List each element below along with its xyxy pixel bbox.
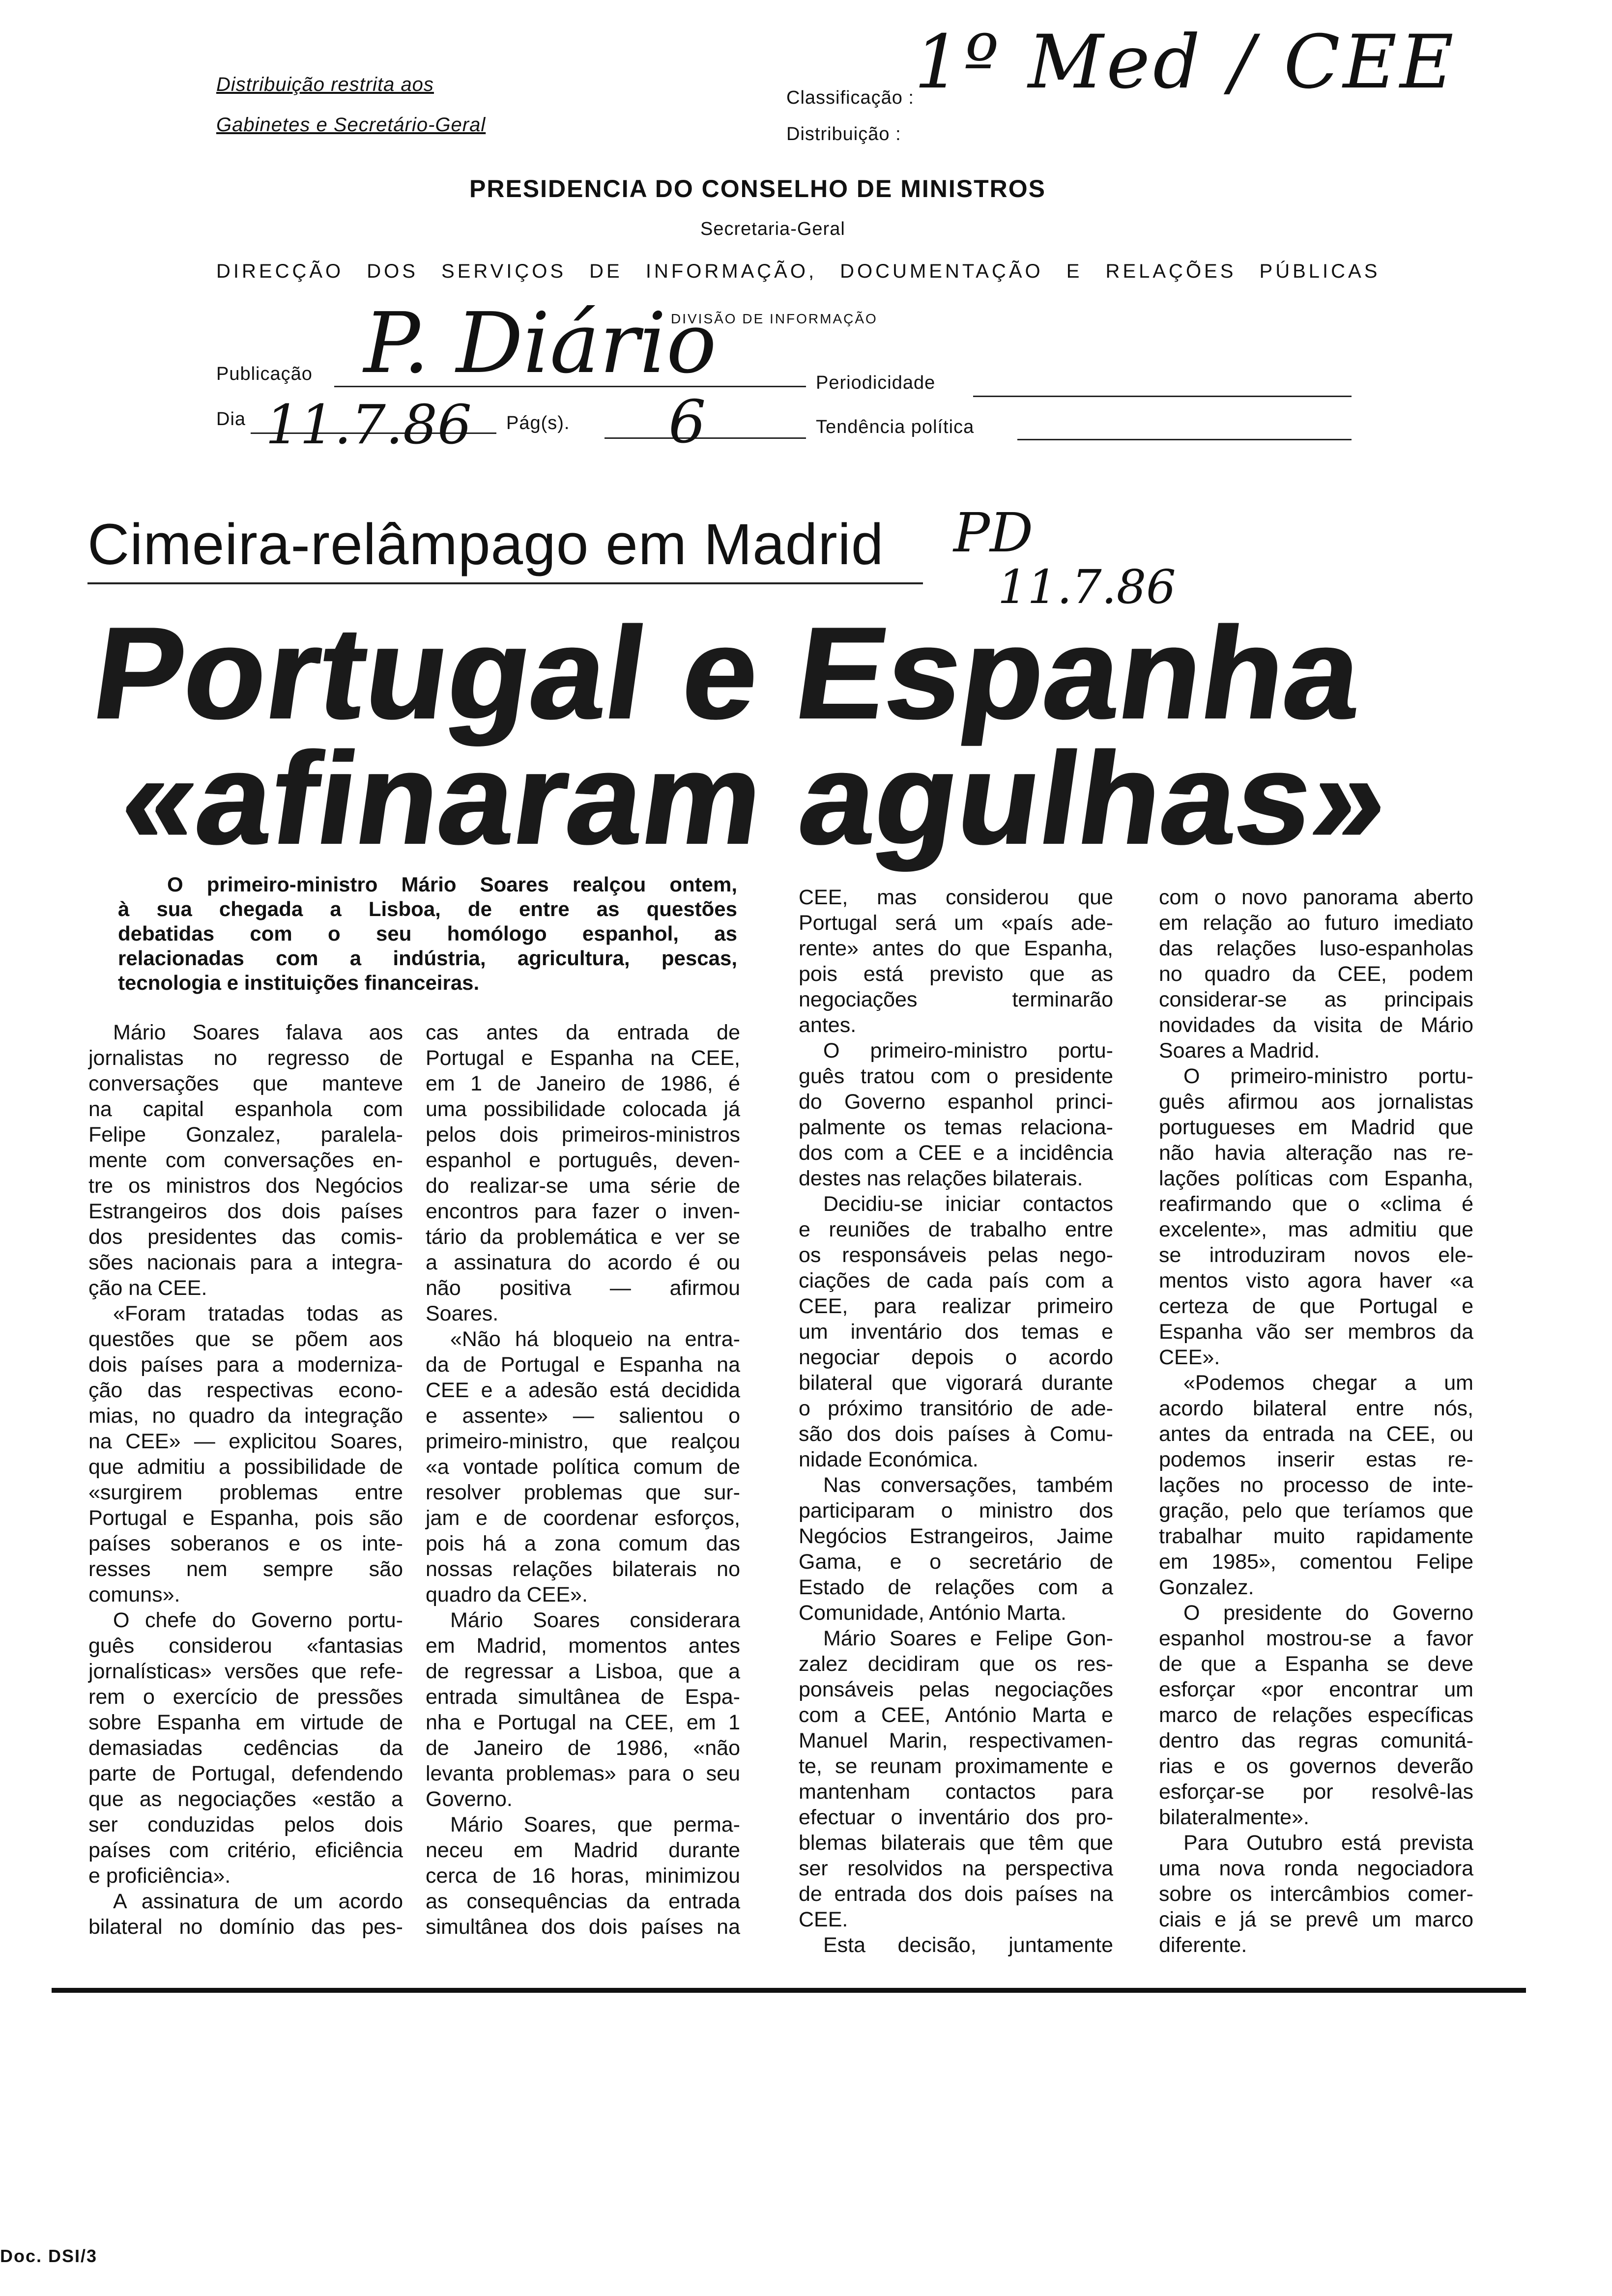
article-text-line: Felipe Gonzalez, paralela- bbox=[88, 1123, 403, 1147]
article-text-line: das relações luso-espanholas bbox=[1159, 937, 1473, 960]
article-text-line: CEE e a adesão está decidida bbox=[426, 1378, 740, 1402]
article-text-line: pelos dois primeiros-ministros bbox=[426, 1123, 740, 1147]
article-text-line: são dos dois países à Comu- bbox=[799, 1422, 1113, 1446]
article-text-line: não havia alteração nas re- bbox=[1159, 1141, 1473, 1165]
article-text-line: bilateralmente». bbox=[1159, 1806, 1309, 1829]
article-text-line: rias e os governos deverão bbox=[1159, 1754, 1473, 1778]
pages-handwritten: 6 bbox=[668, 388, 706, 457]
article-text-line: Manuel Marin, respectivamen- bbox=[799, 1729, 1113, 1752]
article-text-line: simultânea dos dois países na bbox=[426, 1915, 740, 1939]
publication-label: Publicação bbox=[216, 364, 313, 384]
article-text-line: CEE, mas considerou que bbox=[799, 886, 1113, 909]
article-text-line: Soares a Madrid. bbox=[1159, 1039, 1320, 1062]
classification-label: Classificação : bbox=[786, 87, 914, 108]
article-text-line: Portugal será um «país ade- bbox=[799, 911, 1113, 935]
article-text-line: de que a Espanha se deve bbox=[1159, 1652, 1473, 1676]
article-column-3 bbox=[799, 885, 1113, 1958]
article-text-line: CEE». bbox=[1159, 1346, 1220, 1369]
lead-line: O primeiro-ministro Mário Soares realçou ontem, bbox=[167, 873, 737, 896]
article-text-line: ponsáveis pelas negociações bbox=[799, 1678, 1113, 1701]
article-text-line: Governo. bbox=[426, 1787, 513, 1811]
article-text-line: na CEE» — explicitou Soares, bbox=[88, 1430, 403, 1453]
article-text-line: os responsáveis pelas nego- bbox=[799, 1243, 1113, 1267]
day-label: Dia bbox=[216, 409, 246, 430]
article-text-line: reafirmando que o «clima é bbox=[1159, 1192, 1473, 1216]
article-text-line: lações no processo de inte- bbox=[1159, 1473, 1473, 1497]
article-text-line: Gonzalez. bbox=[1159, 1576, 1254, 1599]
article-text-line: Estrangeiros dos dois países bbox=[88, 1200, 403, 1223]
article-text-line: pois está previsto que as bbox=[799, 962, 1113, 986]
article-text-line: destes nas relações bilaterais. bbox=[799, 1167, 1083, 1190]
article-text-line: mentos visto agora haver «a bbox=[1159, 1269, 1473, 1292]
article-text-line: a assinatura do acordo é ou bbox=[426, 1251, 740, 1274]
secretariat-name: Secretaria-Geral bbox=[700, 219, 845, 239]
article-kicker: Cimeira-relâmpago em Madrid bbox=[87, 512, 884, 577]
article-text-line: gração, pelo que teríamos que bbox=[1159, 1499, 1473, 1522]
lead-line: debatidas com o seu homólogo espanhol, as bbox=[118, 922, 737, 945]
article-text-line: bilateral no domínio das pes- bbox=[88, 1915, 403, 1939]
article-text-line: jornalistas no regresso de bbox=[88, 1046, 403, 1070]
handnote-source: PD bbox=[953, 501, 1034, 564]
article-text-line: «Foram tratadas todas as bbox=[113, 1302, 403, 1325]
restricted-distribution-line1: Distribuição restrita aos bbox=[216, 74, 434, 95]
article-text-line: mias, no quadro da integração bbox=[88, 1404, 403, 1428]
publication-handwritten: P. Diário bbox=[364, 295, 717, 392]
article-text-line: no quadro da CEE, podem bbox=[1159, 962, 1473, 986]
article-text-line: conversações que manteve bbox=[88, 1072, 403, 1095]
article-text-line: que as negociações «estão a bbox=[88, 1787, 403, 1811]
article-text-line: efectuar o inventário dos pro- bbox=[799, 1806, 1113, 1829]
article-text-line: da de Portugal e Espanha na bbox=[426, 1353, 740, 1377]
article-text-line: e reuniões de trabalho entre bbox=[799, 1218, 1113, 1241]
article-text-line: dos presidentes das comis- bbox=[88, 1225, 403, 1249]
article-text-line: bilateral que vigorará durante bbox=[799, 1371, 1113, 1395]
article-text-line: jornalísticas» versões que refe- bbox=[88, 1660, 403, 1683]
form-code: Doc. DSI/3 bbox=[0, 2246, 98, 2266]
article-text-line: cerca de 16 horas, minimizou bbox=[426, 1864, 740, 1888]
article-text-line: trabalhar muito rapidamente bbox=[1159, 1524, 1473, 1548]
article-text-line: questões que se põem aos bbox=[88, 1327, 403, 1351]
article-text-line: uma possibilidade colocada já bbox=[426, 1097, 740, 1121]
distribution-label: Distribuição : bbox=[786, 124, 901, 144]
pages-label: Pág(s). bbox=[506, 413, 570, 433]
article-text-line: negociações terminarão bbox=[799, 988, 1113, 1011]
lead-line: tecnologia e instituições financeiras. bbox=[118, 971, 480, 994]
division-name: DIVISÃO DE INFORMAÇÃO bbox=[671, 311, 878, 326]
article-text-line: cas antes da entrada de bbox=[426, 1021, 740, 1044]
article-text-line: CEE. bbox=[799, 1908, 848, 1931]
lead-paragraph bbox=[118, 872, 737, 995]
article-text-line: rem o exercício de pressões bbox=[88, 1685, 403, 1709]
article-text-line: primeiro-ministro, que realçou bbox=[426, 1430, 740, 1453]
article-text-line: na capital espanhola com bbox=[88, 1097, 403, 1121]
article-text-line: parte de Portugal, defendendo bbox=[88, 1762, 403, 1785]
article-text-line: com a CEE, António Marta e bbox=[799, 1703, 1113, 1727]
article-text-line: Mário Soares falava aos bbox=[113, 1021, 403, 1044]
article-text-line: espanhol e português, deven- bbox=[426, 1148, 740, 1172]
bottom-rule bbox=[52, 1988, 1526, 1993]
headline-line2: «afinaram agulhas» bbox=[112, 724, 1399, 872]
article-text-line: não positiva — afirmou bbox=[426, 1276, 740, 1300]
article-text-line: «surgirem problemas entre bbox=[88, 1481, 403, 1504]
periodicity-label: Periodicidade bbox=[816, 373, 936, 393]
article-text-line: resses nem sempre são bbox=[88, 1557, 403, 1581]
article-text-line: certeza de que Portugal e bbox=[1159, 1294, 1473, 1318]
article-text-line: dois países para a moderniza- bbox=[88, 1353, 403, 1377]
article-text-line: ser conduzidas pelos dois bbox=[88, 1813, 403, 1837]
article-text-line: em relação ao futuro imediato bbox=[1159, 911, 1473, 935]
article-text-line: espanhol mostrou-se a favor bbox=[1159, 1627, 1473, 1650]
classification-handwritten: 1º Med / CEE bbox=[914, 20, 1457, 105]
article-text-line: sobre os intercâmbios comer- bbox=[1159, 1882, 1473, 1906]
article-text-line: marco de relações específicas bbox=[1159, 1703, 1473, 1727]
article-text-line: ção das respectivas econo- bbox=[88, 1378, 403, 1402]
handnote-date: 11.7.86 bbox=[998, 560, 1176, 614]
article-text-line: ciações de cada país com a bbox=[799, 1269, 1113, 1292]
tendency-label: Tendência política bbox=[816, 417, 975, 437]
article-text-line: resolver problemas que sur- bbox=[426, 1481, 740, 1504]
article-text-line: Mário Soares considerara bbox=[450, 1608, 740, 1632]
tendency-field-line bbox=[1017, 439, 1352, 440]
article-text-line: neceu em Madrid durante bbox=[426, 1838, 740, 1862]
article-text-line: blemas bilaterais que têm que bbox=[799, 1831, 1113, 1855]
article-text-line: encontros para fazer o inven- bbox=[426, 1200, 740, 1223]
article-text-line: do Governo espanhol princi- bbox=[799, 1090, 1113, 1114]
article-text-line: novidades da visita de Mário bbox=[1159, 1013, 1473, 1037]
article-text-line: se introduziram novos ele- bbox=[1159, 1243, 1473, 1267]
article-text-line: Decidiu-se iniciar contactos bbox=[823, 1192, 1113, 1216]
article-text-line: negociar depois o acordo bbox=[799, 1346, 1113, 1369]
article-text-line: «Não há bloqueio na entra- bbox=[450, 1327, 740, 1351]
article-text-line: sões nacionais para a integra- bbox=[88, 1251, 403, 1274]
article-text-line: nha e Portugal na CEE, em 1 bbox=[426, 1711, 740, 1734]
article-text-line: Negócios Estrangeiros, Jaime bbox=[799, 1524, 1113, 1548]
article-text-line: nidade Económica. bbox=[799, 1448, 979, 1471]
article-text-line: sobre Espanha em virtude de bbox=[88, 1711, 403, 1734]
article-text-line: ção na CEE. bbox=[88, 1276, 207, 1300]
article-text-line: Nas conversações, também bbox=[823, 1473, 1113, 1497]
article-text-line: diferente. bbox=[1159, 1933, 1247, 1957]
article-text-line: portugueses em Madrid que bbox=[1159, 1116, 1473, 1139]
article-text-line: «a vontade política comum de bbox=[426, 1455, 740, 1479]
article-text-line: em 1 de Janeiro de 1986, é bbox=[426, 1072, 740, 1095]
article-text-line: palmente os temas relaciona- bbox=[799, 1116, 1113, 1139]
article-text-line: tário da problemática e ver se bbox=[426, 1225, 740, 1249]
article-text-line: guês afirmou aos jornalistas bbox=[1159, 1090, 1473, 1114]
article-text-line: países soberanos e os inte- bbox=[88, 1532, 403, 1555]
article-text-line: «Podemos chegar a um bbox=[1183, 1371, 1473, 1395]
article-text-line: O primeiro-ministro portu- bbox=[1183, 1064, 1473, 1088]
article-text-line: Mário Soares e Felipe Gon- bbox=[823, 1627, 1113, 1650]
article-text-line: dentro das regras comunitá- bbox=[1159, 1729, 1473, 1752]
article-text-line: entrada simultânea de Espa- bbox=[426, 1685, 740, 1709]
article-text-line: podemos inserir estas re- bbox=[1159, 1448, 1473, 1471]
article-text-line: Esta decisão, juntamente bbox=[823, 1933, 1113, 1957]
article-text-line: Estado de relações com a bbox=[799, 1576, 1113, 1599]
article-column-4 bbox=[1159, 885, 1473, 1958]
article-text-line: um inventário dos temas e bbox=[799, 1320, 1113, 1344]
day-handwritten: 11.7.86 bbox=[265, 393, 472, 456]
article-text-line: de regressar a Lisboa, que a bbox=[426, 1660, 740, 1683]
article-text-line: dos com a CEE e a incidência bbox=[799, 1141, 1113, 1165]
article-text-line: rente» antes do que Espanha, bbox=[799, 937, 1113, 960]
article-text-line: te, se reunam proximamente e bbox=[799, 1754, 1113, 1778]
article-text-line: pois há a zona comum das bbox=[426, 1532, 740, 1555]
article-text-line: as consequências da entrada bbox=[426, 1890, 740, 1913]
article-text-line: ciais e já se prevê um marco bbox=[1159, 1908, 1473, 1931]
article-text-line: quadro da CEE». bbox=[426, 1583, 588, 1607]
article-text-line: tre os ministros dos Negócios bbox=[88, 1174, 403, 1198]
article-text-line: do realizar-se uma série de bbox=[426, 1174, 740, 1198]
article-text-line: acordo bilateral entre nós, bbox=[1159, 1397, 1473, 1420]
article-text-line: Portugal e Espanha na CEE, bbox=[426, 1046, 740, 1070]
headline-line1: Portugal e Espanha bbox=[85, 599, 1371, 746]
article-text-line: antes da entrada na CEE, ou bbox=[1159, 1422, 1473, 1446]
article-text-line: Para Outubro está prevista bbox=[1183, 1831, 1473, 1855]
article-text-line: nossas relações bilaterais no bbox=[426, 1557, 740, 1581]
article-text-line: O primeiro-ministro portu- bbox=[823, 1039, 1113, 1062]
article-text-line: países com critério, eficiência bbox=[88, 1838, 403, 1862]
article-text-line: que admitiu a possibilidade de bbox=[88, 1455, 403, 1479]
article-column-1 bbox=[88, 1020, 403, 1940]
restricted-distribution-line2: Gabinetes e Secretário-Geral bbox=[216, 114, 486, 136]
article-text-line: A assinatura de um acordo bbox=[113, 1890, 403, 1913]
article-text-line: Mário Soares, que perma- bbox=[450, 1813, 740, 1837]
article-text-line: mente com conversações en- bbox=[88, 1148, 403, 1172]
article-text-line: O chefe do Governo portu- bbox=[113, 1608, 403, 1632]
article-text-line: mantenham contactos para bbox=[799, 1780, 1113, 1804]
article-text-line: uma nova ronda negociadora bbox=[1159, 1857, 1473, 1880]
article-text-line: Portugal e Espanha, pois são bbox=[88, 1506, 403, 1530]
lead-line: à sua chegada a Lisboa, de entre as questões bbox=[118, 897, 737, 920]
article-text-line: esforçar «por encontrar um bbox=[1159, 1678, 1473, 1701]
article-text-line: Gama, e o secretário de bbox=[799, 1550, 1113, 1574]
article-text-line: Comunidade, António Marta. bbox=[799, 1601, 1066, 1625]
directorate-name: DIRECÇÃO DOS SERVIÇOS DE INFORMAÇÃO, DOCUMENTAÇÃO E RELAÇÕES PÚBLICAS bbox=[216, 260, 1381, 282]
institution-name: PRESIDENCIA DO CONSELHO DE MINISTROS bbox=[469, 175, 1046, 202]
article-text-line: Soares. bbox=[426, 1302, 499, 1325]
article-text-line: em Madrid, momentos antes bbox=[426, 1634, 740, 1658]
article-text-line: esforçar-se por resolvê-las bbox=[1159, 1780, 1473, 1804]
article-text-line: zalez decidiram que os res- bbox=[799, 1652, 1113, 1676]
article-text-line: jam e de coordenar esforços, bbox=[426, 1506, 740, 1530]
article-text-line: lações políticas com Espanha, bbox=[1159, 1167, 1473, 1190]
article-text-line: antes. bbox=[799, 1013, 857, 1037]
article-text-line: CEE, para realizar primeiro bbox=[799, 1294, 1113, 1318]
periodicity-field-line bbox=[973, 396, 1352, 397]
article-text-line: Espanha vão ser membros da bbox=[1159, 1320, 1473, 1344]
article-text-line: comuns». bbox=[88, 1583, 180, 1607]
article-text-line: em 1985», comentou Felipe bbox=[1159, 1550, 1473, 1574]
article-text-line: participaram o ministro dos bbox=[799, 1499, 1113, 1522]
article-text-line: guês tratou com o presidente bbox=[799, 1064, 1113, 1088]
article-text-line: com o novo panorama aberto bbox=[1159, 886, 1473, 909]
article-text-line: e assente» — salientou o bbox=[426, 1404, 740, 1428]
article-text-line: o próximo transitório de ade- bbox=[799, 1397, 1113, 1420]
lead-line: relacionadas com a indústria, agricultura, pescas, bbox=[118, 947, 737, 970]
article-text-line: excelente», mas admitiu que bbox=[1159, 1218, 1473, 1241]
article-text-line: O presidente do Governo bbox=[1183, 1601, 1473, 1625]
article-column-2 bbox=[426, 1020, 740, 1940]
article-text-line: de Janeiro de 1986, «não bbox=[426, 1736, 740, 1760]
article-text-line: considerar-se as principais bbox=[1159, 988, 1473, 1011]
article-text-line: ser resolvidos na perspectiva bbox=[799, 1857, 1113, 1880]
article-text-line: e proficiência». bbox=[88, 1864, 231, 1888]
article-text-line: de entrada dos dois países na bbox=[799, 1882, 1113, 1906]
article-text-line: guês considerou «fantasias bbox=[88, 1634, 403, 1658]
article-text-line: levanta problemas» para o seu bbox=[426, 1762, 740, 1785]
article-text-line: demasiadas cedências da bbox=[88, 1736, 403, 1760]
kicker-underline bbox=[87, 582, 923, 584]
